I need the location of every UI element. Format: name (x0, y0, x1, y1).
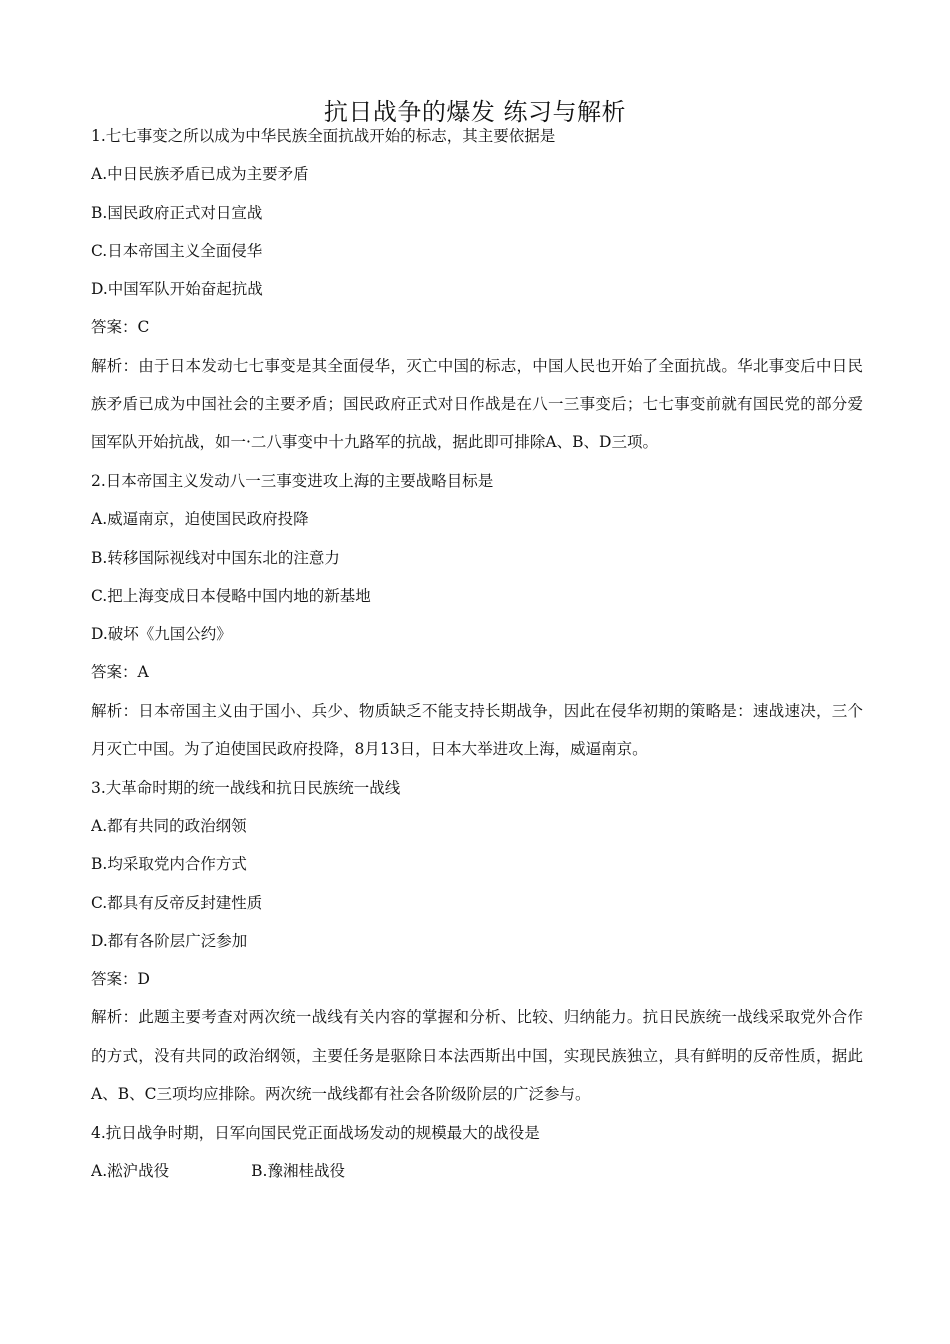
document-title: 抗日战争的爆发 练习与解析 (323, 98, 627, 126)
question-4 (91, 1123, 863, 1181)
option-b: B.国民政府正式对日宣战 (91, 203, 263, 222)
option-row (91, 1161, 863, 1181)
question-stem: 2.日本帝国主义发动八一三事变进攻上海的主要战略目标是 (91, 471, 494, 490)
option-a: A.中日民族矛盾已成为主要矛盾 (91, 165, 309, 184)
analysis: 解析：日本帝国主义由于国小、兵少、物质缺乏不能支持长期战争，因此在侵华初期的策略是：速战速决，三个月灭亡中国。为了迫使国民政府投降，8月13日，日本大举进攻上海，威逼南京。 (91, 701, 863, 759)
question-3 (91, 778, 863, 1114)
option-d: D.都有各阶层广泛参加 (91, 931, 248, 950)
document-body (91, 126, 863, 1199)
option-c: C.日本帝国主义全面侵华 (91, 241, 263, 260)
analysis: 解析：由于日本发动七七事变是其全面侵华，灭亡中国的标志，中国人民也开始了全面抗战。华北事变后中日民族矛盾已成为中国社会的主要矛盾；国民政府正式对日作战是在八一三事变后；七七事变前就有国民党的部分爱国军队开始抗战，如一·二八事变中十九路军的抗战，据此即可排除A、B、D三项。 (91, 356, 863, 452)
option-b: B.转移国际视线对中国东北的注意力 (91, 548, 340, 567)
question-stem: 1.七七事变之所以成为中华民族全面抗战开始的标志，其主要依据是 (91, 127, 556, 145)
option-c: C.都具有反帝反封建性质 (91, 893, 263, 912)
question-1 (91, 126, 863, 462)
analysis: 解析：此题主要考查对两次统一战线有关内容的掌握和分析、比较、归纳能力。抗日民族统一战线采取党外合作的方式，没有共同的政治纲领，主要任务是驱除日本法西斯出中国，实现民族独立，具有鲜明的反帝性质，据此A、B、C三项均应排除。两次统一战线都有社会各阶级阶层的广泛参与。 (91, 1008, 863, 1104)
option-b: B.均采取党内合作方式 (91, 855, 247, 874)
option-a: A.淞沪战役 (91, 1161, 170, 1180)
option-d: D.中国军队开始奋起抗战 (91, 280, 263, 299)
option-b: B.豫湘桂战役 (251, 1161, 345, 1180)
question-2 (91, 471, 863, 768)
answer: 答案：D (91, 970, 150, 989)
question-stem: 4.抗日战争时期，日军向国民党正面战场发动的规模最大的战役是 (91, 1123, 540, 1142)
option-d: D.破坏《九国公约》 (91, 625, 232, 644)
answer: 答案：A (91, 663, 149, 682)
option-c: C.把上海变成日本侵略中国内地的新基地 (91, 586, 371, 605)
option-a: A.都有共同的政治纲领 (91, 816, 247, 835)
question-stem: 3.大革命时期的统一战线和抗日民族统一战线 (91, 778, 401, 797)
option-a: A.威逼南京，迫使国民政府投降 (91, 510, 309, 529)
answer: 答案：C (91, 318, 150, 337)
